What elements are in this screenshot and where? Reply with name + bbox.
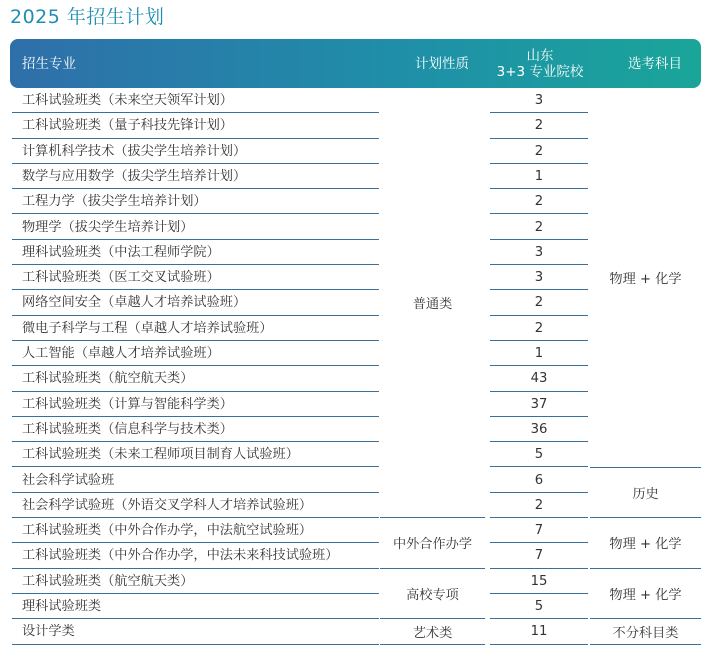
table-row-plan-count: 37 xyxy=(490,392,588,417)
table-row-plan-count: 5 xyxy=(490,442,588,467)
header-plan-line1: 山东 xyxy=(526,47,554,64)
table-row-plan-count: 7 xyxy=(490,543,588,568)
table-row-major: 理科试验班类（中法工程师学院） xyxy=(12,240,379,265)
table-row-major: 工科试验班类（航空航天类） xyxy=(12,366,379,391)
table-row-major: 社会科学试验班（外语交叉学科人才培养试验班） xyxy=(12,493,379,518)
table-row-major: 数学与应用数学（拔尖学生培养计划） xyxy=(12,164,379,189)
table-row-major: 网络空间安全（卓越人才培养试验班） xyxy=(12,290,379,315)
table-row-plan-count: 6 xyxy=(490,468,588,493)
table-row-major: 计算机科学技术（拔尖学生培养计划） xyxy=(12,139,379,164)
table-row-major: 微电子科学与工程（卓越人才培养试验班） xyxy=(12,316,379,341)
plan-nature-cell: 中外合作办学 xyxy=(380,518,485,569)
table-row-major: 工科试验班类（量子科技先锋计划） xyxy=(12,113,379,138)
table-row-major: 人工智能（卓越人才培养试验班） xyxy=(12,341,379,366)
table-row-major: 工科试验班类（中外合作办学，中法航空试验班） xyxy=(12,518,379,543)
table-row-plan-count: 1 xyxy=(490,164,588,189)
table-row-plan-count: 1 xyxy=(490,341,588,366)
table-row-plan-count: 2 xyxy=(490,290,588,315)
elective-subjects-cell: 物理 + 化学 xyxy=(590,88,701,468)
header-major: 招生专业 xyxy=(22,55,76,72)
table-row-major: 物理学（拔尖学生培养计划） xyxy=(12,215,379,240)
table-row-plan-count: 2 xyxy=(490,113,588,138)
table-row-plan-count: 11 xyxy=(490,619,588,644)
plan-nature-cell: 普通类 xyxy=(380,88,485,518)
elective-subjects-cell: 历史 xyxy=(590,468,701,519)
table-row-major: 设计学类 xyxy=(12,619,379,644)
table-row-plan-count: 3 xyxy=(490,88,588,113)
header-elective-subjects: 选考科目 xyxy=(628,55,682,72)
table-row-plan-count: 2 xyxy=(490,215,588,240)
table-row-plan-count: 7 xyxy=(490,518,588,543)
page-title: 2025 年招生计划 xyxy=(10,6,165,28)
table-row-plan-count: 2 xyxy=(490,139,588,164)
table-row-plan-count: 36 xyxy=(490,417,588,442)
header-plan-line2: 3+3 专业院校 xyxy=(496,63,584,80)
elective-subjects-cell: 不分科目类 xyxy=(590,619,701,644)
header-plan-nature: 计划性质 xyxy=(415,55,469,72)
table-row-major: 工科试验班类（计算与智能科学类） xyxy=(12,392,379,417)
plan-nature-cell: 艺术类 xyxy=(380,619,485,644)
table-row-plan-count: 3 xyxy=(490,240,588,265)
elective-subjects-cell: 物理 + 化学 xyxy=(590,518,701,569)
table-row-major: 工科试验班类（未来工程师项目制育人试验班） xyxy=(12,442,379,467)
table-row-plan-count: 2 xyxy=(490,316,588,341)
table-row-major: 工科试验班类（信息科学与技术类） xyxy=(12,417,379,442)
table-row-major: 工科试验班类（中外合作办学，中法未来科技试验班） xyxy=(12,543,379,568)
plan-nature-cell: 高校专项 xyxy=(380,569,485,620)
table-header xyxy=(10,39,701,88)
table-row-major: 工程力学（拔尖学生培养计划） xyxy=(12,189,379,214)
elective-subjects-cell: 物理 + 化学 xyxy=(590,569,701,620)
table-row-plan-count: 3 xyxy=(490,265,588,290)
table-row-plan-count: 2 xyxy=(490,189,588,214)
table-row-plan-count: 5 xyxy=(490,594,588,619)
table-row-major: 工科试验班类（医工交叉试验班） xyxy=(12,265,379,290)
header-shandong-plan xyxy=(490,39,590,88)
table-row-major: 社会科学试验班 xyxy=(12,468,379,493)
table-row-plan-count: 15 xyxy=(490,569,588,594)
table-row-plan-count: 43 xyxy=(490,366,588,391)
table-row-major: 工科试验班类（航空航天类） xyxy=(12,569,379,594)
table-row-major: 工科试验班类（未来空天领军计划） xyxy=(12,88,379,113)
table-row-major: 理科试验班类 xyxy=(12,594,379,619)
table-row-plan-count: 2 xyxy=(490,493,588,518)
